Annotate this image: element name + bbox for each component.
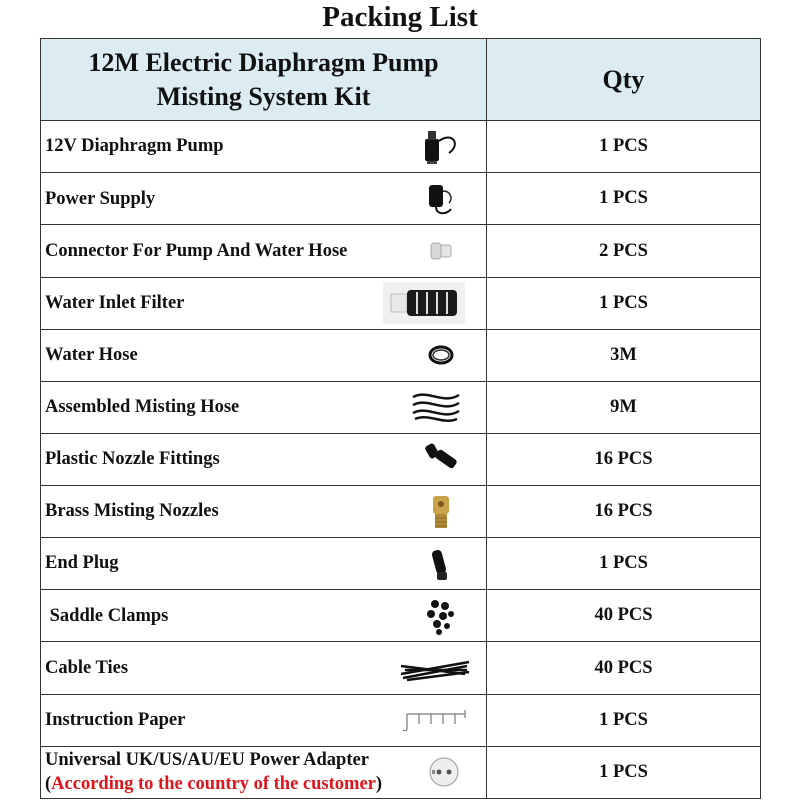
- item-name: Universal UK/US/AU/EU Power Adapter: [45, 750, 369, 771]
- table-row: [41, 486, 761, 538]
- item-qty: 40 PCS: [487, 590, 761, 642]
- instruction-paper-icon: [397, 700, 473, 740]
- item-name: Saddle Clamps: [45, 605, 169, 626]
- item-qty: 2 PCS: [487, 225, 761, 277]
- packing-list-table: [40, 38, 761, 799]
- item-name: End Plug: [45, 553, 119, 574]
- table-row: [41, 277, 761, 329]
- item-qty: 40 PCS: [487, 642, 761, 694]
- table-row: [41, 329, 761, 381]
- table-row: [41, 121, 761, 173]
- table-row: [41, 225, 761, 277]
- item-qty: 1 PCS: [487, 746, 761, 798]
- power-adapter-icon: [424, 752, 464, 792]
- water-hose-icon: [419, 335, 463, 375]
- item-qty: 3M: [487, 329, 761, 381]
- table-row: [41, 381, 761, 433]
- misting-hose-icon: [409, 387, 463, 427]
- product-header: [41, 39, 487, 121]
- table-row: [41, 173, 761, 225]
- saddle-clamps-icon: [419, 596, 463, 636]
- customer-country-note: According to the country of the customer: [51, 774, 376, 795]
- qty-header: Qty: [487, 39, 761, 121]
- table-row: [41, 642, 761, 694]
- item-name: Assembled Misting Hose: [45, 397, 240, 418]
- item-name-block: [45, 748, 382, 796]
- table-row: [41, 538, 761, 590]
- page-title: Packing List: [322, 1, 478, 33]
- item-name: Cable Ties: [45, 657, 129, 678]
- item-qty: 16 PCS: [487, 486, 761, 538]
- power-supply-icon: [419, 179, 463, 219]
- product-line-1: 12M Electric Diaphragm Pump: [88, 47, 439, 77]
- item-name: Connector For Pump And Water Hose: [45, 240, 348, 261]
- table-header-row: [41, 39, 761, 121]
- product-line-2: Misting System Kit: [156, 81, 371, 111]
- diaphragm-pump-icon: [419, 127, 463, 167]
- item-name: Brass Misting Nozzles: [45, 501, 219, 522]
- item-qty: 9M: [487, 381, 761, 433]
- item-qty: 1 PCS: [487, 121, 761, 173]
- item-qty: 1 PCS: [487, 173, 761, 225]
- connector-icon: [419, 231, 463, 271]
- item-qty: 1 PCS: [487, 538, 761, 590]
- table-row: [41, 746, 761, 798]
- table-row: [41, 694, 761, 746]
- inlet-filter-icon: [383, 282, 465, 324]
- item-qty: 1 PCS: [487, 277, 761, 329]
- end-plug-icon: [419, 544, 463, 584]
- cable-ties-icon: [397, 648, 473, 688]
- item-note: (According to the country of the customer): [45, 774, 383, 795]
- item-name: Power Supply: [45, 188, 156, 209]
- item-name: Water Inlet Filter: [45, 292, 185, 313]
- table-row: [41, 590, 761, 642]
- item-qty: 16 PCS: [487, 433, 761, 485]
- item-name: Instruction Paper: [45, 709, 186, 730]
- item-name: Water Hose: [45, 344, 138, 365]
- brass-nozzle-icon: [419, 492, 463, 532]
- item-qty: 1 PCS: [487, 694, 761, 746]
- item-name: 12V Diaphragm Pump: [45, 136, 224, 157]
- table-row: [41, 433, 761, 485]
- nozzle-fitting-icon: [419, 440, 463, 480]
- item-name: Plastic Nozzle Fittings: [45, 449, 220, 470]
